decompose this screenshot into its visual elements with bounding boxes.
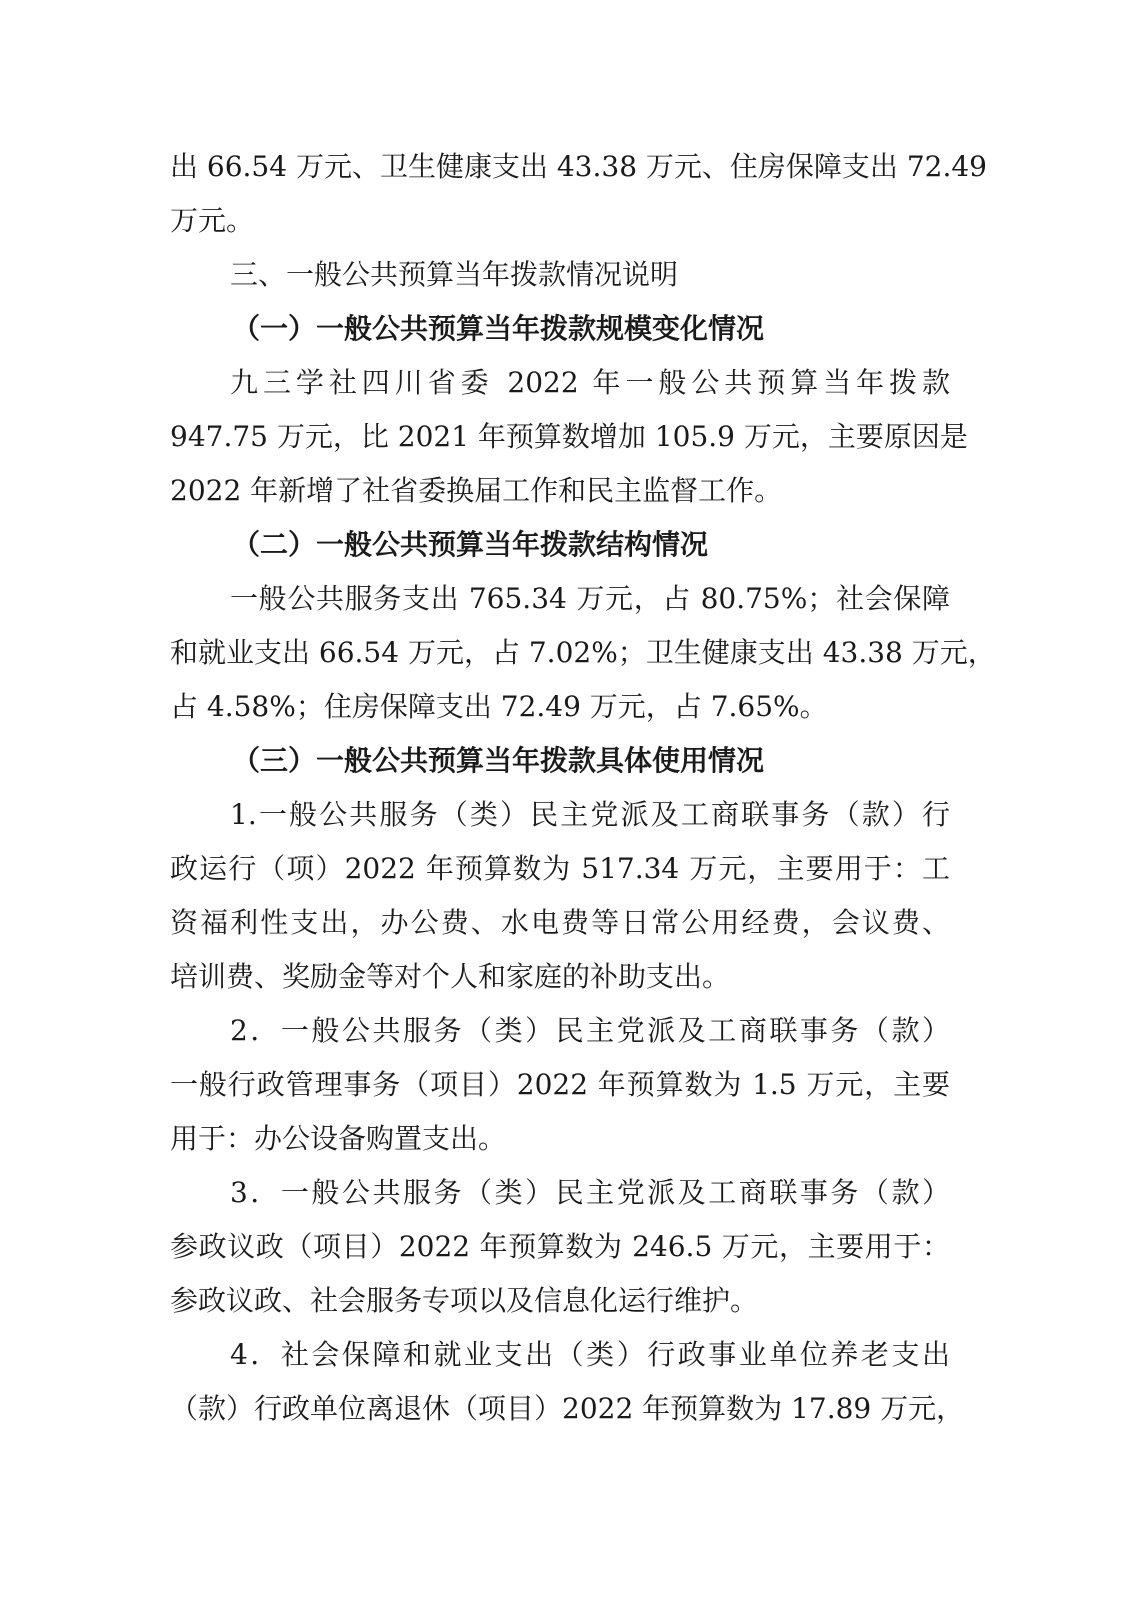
subsection-3-heading: （三）一般公共预算当年拨款具体使用情况 [232, 744, 765, 777]
text-line: 出 66.54 万元、卫生健康支出 43.38 万元、住房保障支出 72.49 [170, 150, 987, 183]
text-line: 1.一般公共服务（类）民主党派及工商联事务（款）行 [230, 798, 950, 831]
text-line: 万元。 [170, 204, 255, 237]
paragraph-structure [170, 572, 996, 734]
text-line: 参政议政（项目）2022 年预算数为 246.5 万元，主要用于： [170, 1230, 950, 1263]
text-line: 2022 年新增了社省委换届工作和民主监督工作。 [170, 474, 783, 507]
text-line: 3．一般公共服务（类）民主党派及工商联事务（款） [230, 1176, 950, 1209]
text-line: 资福利性支出，办公费、水电费等日常公用经费，会议费、 [170, 906, 950, 939]
text-line: 4．社会保障和就业支出（类）行政事业单位养老支出 [230, 1338, 950, 1371]
text-line: 九三学社四川省委 2022 年一般公共预算当年拨款 [230, 366, 950, 399]
item-2 [170, 1004, 950, 1166]
item-4 [170, 1328, 965, 1436]
text-line: 培训费、奖励金等对个人和家庭的补助支出。 [170, 960, 731, 993]
text-line: 政运行（项）2022 年预算数为 517.34 万元，主要用于：工 [170, 852, 950, 885]
item-3 [170, 1166, 950, 1328]
paragraph-scale-change [170, 356, 968, 518]
paragraph-continued [170, 140, 987, 248]
subsection-1-heading: （一）一般公共预算当年拨款规模变化情况 [232, 312, 765, 345]
text-line: 947.75 万元，比 2021 年预算数增加 105.9 万元，主要原因是 [170, 420, 968, 453]
text-line: 2．一般公共服务（类）民主党派及工商联事务（款） [230, 1014, 950, 1047]
document-page [170, 140, 996, 1436]
text-line: 占 4.58%；住房保障支出 72.49 万元，占 7.65%。 [170, 690, 828, 723]
text-line: 一般行政管理事务（项目）2022 年预算数为 1.5 万元，主要 [170, 1068, 950, 1101]
text-line: 一般公共服务支出 765.34 万元，占 80.75%；社会保障 [230, 582, 950, 615]
section-3-heading: 三、一般公共预算当年拨款情况说明 [230, 258, 679, 291]
text-line: 用于：办公设备购置支出。 [170, 1122, 507, 1155]
item-1 [170, 788, 950, 1004]
subsection-2-heading: （二）一般公共预算当年拨款结构情况 [232, 528, 709, 561]
text-line: （款）行政单位离退休（项目）2022 年预算数为 17.89 万元， [170, 1392, 965, 1425]
text-line: 参政议政、社会服务专项以及信息化运行维护。 [170, 1284, 759, 1317]
text-line: 和就业支出 66.54 万元，占 7.02%；卫生健康支出 43.38 万元， [170, 636, 996, 669]
